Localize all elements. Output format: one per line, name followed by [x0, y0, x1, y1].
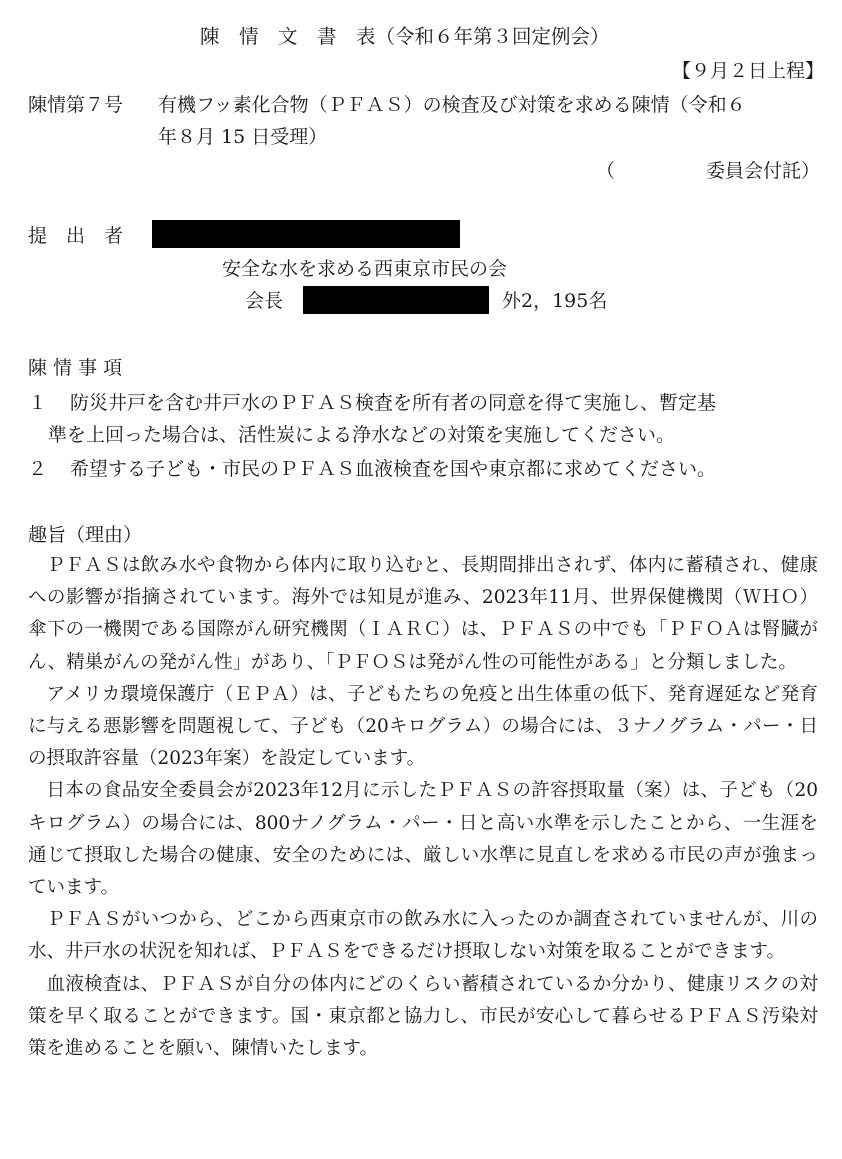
item-1-line2: 準を上回った場合は、活性炭による浄水などの対策を実施してください。 — [48, 424, 676, 446]
redacted-submitter-name — [152, 220, 460, 248]
chair-label: 会長 — [245, 290, 284, 312]
submitter-organization: 安全な水を求める西東京市民の会 — [222, 258, 508, 280]
reason-paragraph: ＰＦＡＳは飲み水や食物から体内に取り込むと、長期間排出されず、体内に蓄積され、健康への影響が指摘されています。海外では知見が進み、2023年11月、世界保健機関（ＷＨＯ）傘下の一機関である国際がん研究機関（ＩＡＲＣ）は、ＰＦＡＳの中でも「ＰＦＯＡは腎臓がん、精巣がんの発がん性」があり、「ＰＦＯＳは発がん性の可能性がある」と分類しました。 — [28, 555, 818, 673]
document-title: 陳 情 文 書 表（令和６年第３回定例会） — [200, 25, 610, 48]
item-1-line1: 防災井戸を含む井戸水のＰＦＡＳ検査を所有者の同意を得て実施し、暫定基 — [70, 392, 717, 414]
petition-title-line1: 有機フッ素化合物（ＰＦＡＳ）の検査及び対策を求める陳情（令和６ — [158, 94, 746, 116]
co-signers-count: 外2，195名 — [502, 290, 608, 312]
committee-label: 委員会付託） — [705, 160, 820, 182]
reason-heading: 趣旨（理由） — [28, 524, 143, 546]
submitter-label: 提 出 者 — [28, 225, 124, 247]
item-2-number: ２ — [28, 458, 48, 480]
redacted-chair-name — [303, 286, 489, 314]
reason-paragraph: 血液検査は、ＰＦＡＳが自分の体内にどのくらい蓄積されているか分かり、健康リスクの対策を早く取ることができます。国・東京都と協力し、市民が安心して暮らせるＰＦＡＳ汚染対策を進めることを願い、陳情いたします。 — [28, 973, 818, 1060]
reason-paragraph: 日本の食品安全委員会が2023年12月に示したＰＦＡＳの許容摂取量（案）は、子ども（20キログラム）の場合には、800ナノグラム・パー・日と高い水準を示したことから、一生涯を通じて摂取した場合の健康、安全のためには、厳しい水準に見直しを求める市民の声が強まっています。 — [28, 780, 818, 899]
date-label: 【９月２日上程】 — [671, 60, 824, 82]
item-1-number: １ — [28, 392, 48, 414]
petition-number: 陳情第７号 — [28, 94, 124, 116]
reason-body — [28, 550, 818, 1065]
reason-paragraph: ＰＦＡＳがいつから、どこから西東京市の飲み水に入ったのか調査されていませんが、川の水、井戸水の状況を知れば、ＰＦＡＳをできるだけ摂取しない対策を取ることができます。 — [28, 909, 818, 963]
item-2-line1: 希望する子ども・市民のＰＦＡＳ血液検査を国や東京都に求めてください。 — [70, 458, 717, 480]
petition-title-line2: 年８月 15 日受理） — [158, 126, 328, 148]
committee-open-paren: （ — [596, 160, 616, 182]
items-heading: 陳 情 事 項 — [28, 357, 123, 379]
reason-paragraph: アメリカ環境保護庁（ＥＰＡ）は、子どもたちの免疫と出生体重の低下、発育遅延など発育に与える悪影響を問題視して、子ども（20キログラム）の場合には、３ナノグラム・パー・日の摂取許容量（2023年案）を設定しています。 — [28, 683, 818, 770]
